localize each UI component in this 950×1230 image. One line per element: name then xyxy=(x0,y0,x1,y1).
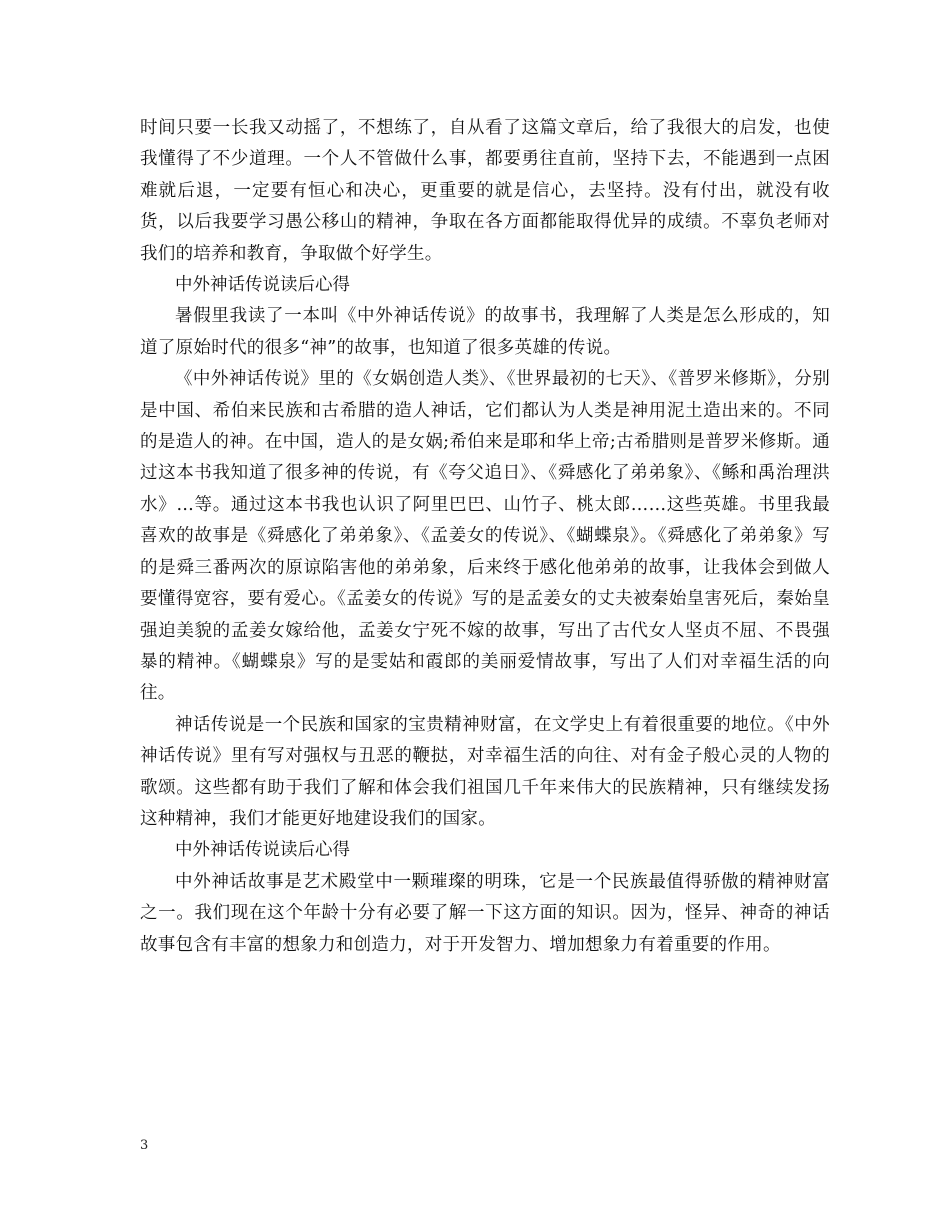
document-body xyxy=(140,113,830,961)
section-heading-2: 中外神话传说读后心得 xyxy=(175,840,350,861)
paragraph-3: 《中外神话传说》里的《女娲创造人类》、《世界最初的七天》、《普罗米修斯》，分别是中国、希伯来民族和古希腊的造人神话，它们都认为人类是神用泥土造出来的。不同的是造人的神。在中国，造人的是女娲;希伯来是耶和华上帝;古希腊则是普罗米修斯。通过这本书我知道了很多神的传说，有《夸父追日》、《舜感化了弟弟象》、《鲧和禹治理洪水》…等。通过这本书我也认识了阿里巴巴、山竹子、桃太郎……这些英雄。书里我最喜欢的故事是《舜感化了弟弟象》、《孟姜女的传说》、《蝴蝶泉》。《舜感化了弟弟象》写的是舜三番两次的原谅陷害他的弟弟象，后来终于感化他弟弟的故事，让我体会到做人要懂得宽容，要有爱心。《孟姜女的传说》写的是孟姜女的丈夫被秦始皇害死后，秦始皇强迫美貌的孟姜女嫁给他，孟姜女宁死不嫁的故事，写出了古代女人坚贞不屈、不畏强暴的精神。《蝴蝶泉》写的是雯姑和霞郎的美丽爱情故事，写出了人们对幸福生活的向往。 xyxy=(140,369,830,704)
paragraph-4: 神话传说是一个民族和国家的宝贵精神财富，在文学史上有着很重要的地位。《中外神话传说》里有写对强权与丑恶的鞭挞，对幸福生活的向往、对有金子般心灵的人物的歌颂。这些都有助于我们了解和体会我们祖国几千年来伟大的民族精神，只有继续发扬这种精神，我们才能更好地建设我们的国家。 xyxy=(140,714,830,829)
page-number: 3 xyxy=(140,1138,149,1153)
section-heading-1: 中外神话传说读后心得 xyxy=(175,275,350,296)
paragraph-5: 中外神话故事是艺术殿堂中一颗璀璨的明珠，它是一个民族最值得骄傲的精神财富之一。我们现在这个年龄十分有必要了解一下这方面的知识。因为，怪异、神奇的神话故事包含有丰富的想象力和创造力，对于开发智力、增加想象力有着重要的作用。 xyxy=(140,871,830,955)
paragraph-1: 时间只要一长我又动摇了，不想练了，自从看了这篇文章后，给了我很大的启发，也使我懂得了不少道理。一个人不管做什么事，都要勇往直前，坚持下去，不能遇到一点困难就后退，一定要有恒心和决心，更重要的就是信心，去坚持。没有付出，就没有收货，以后我要学习愚公移山的精神，争取在各方面都能取得优异的成绩。不辜负老师对我们的培养和教育，争取做个好学生。 xyxy=(140,118,830,264)
paragraph-2: 暑假里我读了一本叫《中外神话传说》的故事书，我理解了人类是怎么形成的，知道了原始时代的很多“神”的故事，也知道了很多英雄的传说。 xyxy=(140,306,830,358)
